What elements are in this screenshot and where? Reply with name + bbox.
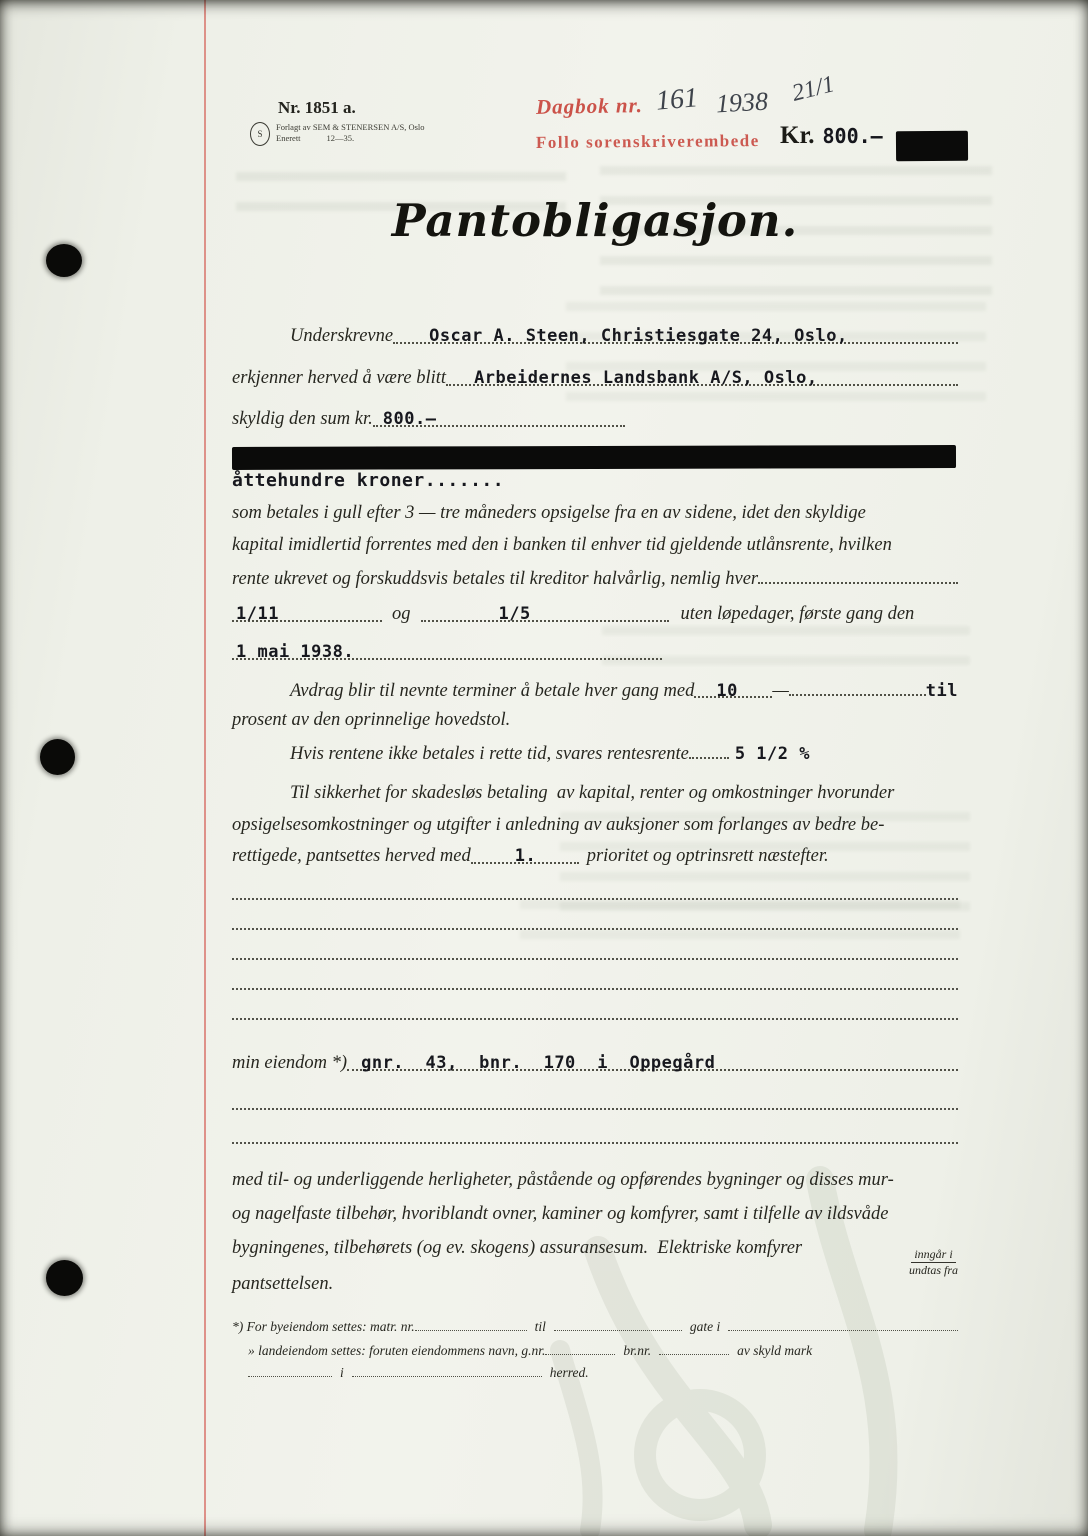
first-date-value: 1 mai 1938. [236,642,355,662]
footnote-l3a: i [340,1364,344,1380]
inngar-undtas-choice [909,1247,958,1277]
line-terms [232,604,958,625]
dots [689,741,729,759]
line-avdrag [232,678,958,702]
footnote-l3b: herred. [549,1364,589,1380]
rente-label: Hvis rentene ikke betales i rette tid, svares rentesrente [290,743,689,764]
dots [352,1362,542,1377]
line-skyldig [232,409,958,430]
footnote-l2a: » landeiendom settes: foruten eiendommens navn, g.nr. [248,1342,546,1358]
blank-dotted-line [232,1142,958,1144]
prioritet-field [471,846,579,864]
blank-dotted-line [232,898,958,900]
blank-dotted-line [232,958,958,960]
sikkerhet-l1: Til sikkerhet for skadesløs betaling av kapital, renter og omkostninger hvorunder [290,783,895,803]
creditor-field [446,368,958,386]
undtas-option: undtas fra [908,1263,958,1277]
skyldig-label: skyldig den sum kr. [232,409,373,429]
para2-l3: bygningenes, tilbehørets (og ev. skogens) assuransesum. Elektriske komfyrer [232,1238,803,1258]
sikkerhet-l3a: rettigede, pantsettes herved med [232,846,471,866]
prosent-text: prosent av den oprinnelige hovedstol. [232,710,511,730]
line-pantsettelsen [232,1274,958,1295]
amount-words: åttehundre kroner....... [232,470,505,491]
term-tail: uten løpedager, første gang den [680,604,915,624]
form-number: Nr. 1851 a. [278,98,356,117]
amount-field [373,409,625,427]
amount-figures: 800.— [382,409,437,429]
footnote-l1c: gate i [689,1318,721,1334]
footnote-line2 [232,1340,958,1359]
avdrag-label: Avdrag blir til nevnte terminer å betale hver gang med [290,680,695,701]
sikkerhet-l2: opsigelsesomkostninger og utgifter i anledning av auksjoner som forlanges av bedre be- [232,815,885,835]
line-prosent [232,710,958,731]
page-title: Pantobligasjon. [391,194,799,247]
para1-line1 [232,503,958,524]
dots [554,1316,682,1331]
rente-value: 5 1/2 % [734,743,810,764]
blank-dotted-line [232,1108,958,1110]
amount-label: Kr. [780,122,815,149]
dots [728,1316,958,1331]
prioritet-value: 1. [514,846,537,866]
form-body [232,0,958,1536]
blank-dotted-line [232,988,958,990]
para1-line3 [232,566,958,590]
dots [248,1362,332,1377]
underskrevne-label: Underskrevne [290,326,394,346]
para2-line2 [232,1204,958,1225]
footnote-l2c: av skyld mark [737,1342,813,1358]
inngar-option: inngår i [911,1247,955,1263]
eiendom-label: min eiendom *) [232,1053,348,1073]
term2-value: 1/5 [498,604,531,624]
line-eiendom [232,1053,958,1074]
dagbok-date: 21/1 [789,71,838,107]
debtor-field [393,326,958,344]
line-underskrevne [232,326,958,347]
line-rente [232,741,958,765]
og-label: og [392,604,411,624]
sikkerhet-line3 [232,846,958,867]
first-date-field [232,642,662,660]
punch-hole [46,1260,83,1296]
publisher-print-code: 12—35. [326,133,355,143]
footnote-line1 [232,1316,958,1335]
avdrag-dash: — [772,680,789,701]
para2-l2: og nagelfaste tilbehør, hvoriblandt ovner, kaminer og komfyrer, samt i tilfelle av ildsvåde [232,1204,889,1224]
sikkerhet-line2 [232,815,958,836]
dagbok-number: 161 [654,82,700,117]
debtor-value: Oscar A. Steen, Christiesgate 24, Oslo, [429,326,848,346]
erkjenner-label: erkjenner herved å være blitt [232,368,447,388]
line-amount-words [232,470,958,491]
punch-hole [46,244,82,277]
publisher-logo-icon: S [250,122,270,146]
sikkerhet-l3b: prioritet og optrinsrett næstefter. [586,846,829,866]
dots [758,566,958,584]
footnote-l1a: *) For byeiendom settes: matr. nr. [232,1318,415,1334]
para1-l3: rente ukrevet og forskuddsvis betales til kreditor halvårlig, nemlig hver [232,568,759,589]
eiendom-field [347,1053,958,1071]
line-first-date [232,642,958,660]
para1-l1: som betales i gull efter 3 — tre måneders opsigelse fra en av sidene, idet den skyldige [232,503,866,523]
pantsettelsen-text: pantsettelsen. [232,1274,334,1294]
margin-line [204,0,206,1536]
term1-field [232,604,382,622]
para1-line2 [232,535,958,556]
blank-dotted-line [232,928,958,930]
para2-line1 [232,1170,958,1191]
court-stamp: Follo sorenskriverembede [535,131,760,152]
footnote-line3 [232,1362,958,1381]
creditor-value: Arbeidernes Landsbank A/S, Oslo, [474,368,818,388]
publisher-line: Forlagt av SEM & STENERSEN A/S, Oslo [276,122,425,132]
para2-line3 [232,1238,958,1277]
amount-value: 800.— [822,124,883,148]
term2-field [421,604,669,622]
dagbok-stamp: Dagbok nr. [535,93,644,119]
avdrag-field [694,681,772,699]
footnote-l2b: br.nr. [623,1342,652,1358]
term1-value: 1/11 [236,604,279,624]
avdrag-value: 10 [716,680,738,701]
blank-dotted-line [232,1018,958,1020]
footnote-l1b: til [534,1318,546,1334]
punch-hole [40,739,75,775]
para2-l1: med til- og underliggende herligheter, påstående og opførendes bygninger og disses mur- [232,1170,894,1190]
dots [789,678,926,696]
dagbok-year: 1938 [715,86,769,119]
avdrag-til: til [925,680,958,701]
dots [659,1340,729,1355]
publisher-enerett: Enerett [276,133,301,143]
dots [415,1316,527,1331]
para1-l2: kapital imidlertid forrentes med den i banken til enhver tid gjeldende utlånsrente, hvilken [232,535,892,555]
dots [545,1340,615,1355]
sikkerhet-line1 [232,783,958,804]
line-erkjenner [232,368,958,389]
eiendom-value: gnr. 43, bnr. 170 i Oppegård [361,1053,716,1073]
